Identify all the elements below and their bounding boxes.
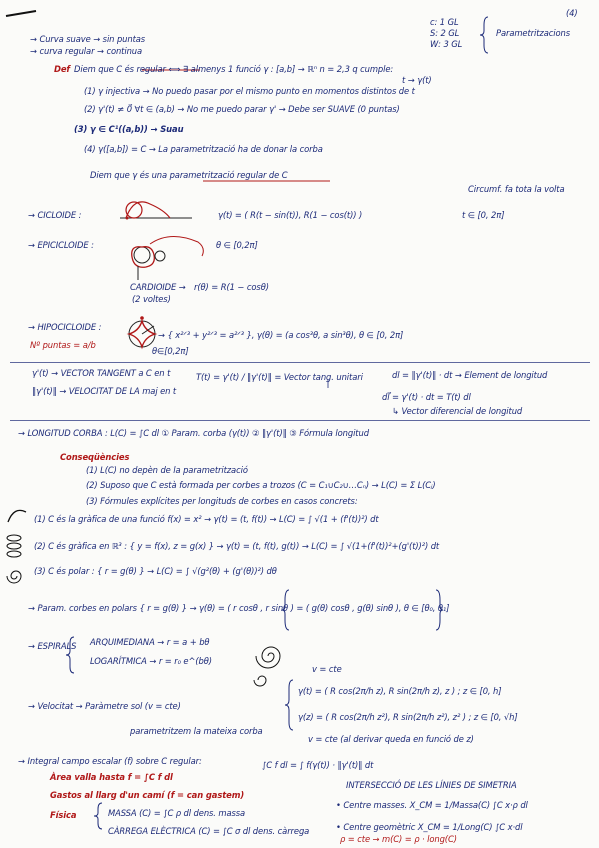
helix-2: γ(z) = ( R cos(2π/h z²), R sin(2π/h z²), z² ) ; z ∈ [0, √h] [298,712,518,722]
helix-1: γ(t) = ( R cos(2π/h z), R sin(2π/h z), z ) ; z ∈ [0, h] [298,686,502,696]
consequence-2: (2) Suposo que C està formada per corbes a trozos (C = C₁∪C₂∪…Cₙ) → L(C) = Σ L(Cⱼ) [86,480,436,490]
velocity-label: → Velocitat → Paràmetre sol (v = cte) [28,701,181,711]
cardioid-sub: (2 voltes) [132,294,171,304]
cost-c: c: 1 GL [430,17,459,27]
velocity-note: v = cte [312,664,342,674]
def-cond-1: (1) γ injectiva → No puedo pasar por el mismo punto en momentos distintos de t [84,86,415,96]
divider-2 [10,420,590,421]
mass-line: MASSA (C) = ∫C ρ dl dens. massa [108,808,246,818]
corner-dash [6,11,36,16]
symmetry-title: INTERSECCIÓ DE LES LÍNIES DE SIMETRIA [346,780,517,790]
spiral-log: LOGARÍTMICA → r = r₀ e^(bθ) [90,656,212,666]
center-mass: • Centre masses. X_CM = 1/Massa(C) ∫C x·ρ dl [336,800,528,810]
vector-diff-note: ↳ Vector diferencial de longitud [392,406,523,416]
expenses-line: Gastos al llarg d'un camí (f = can gastem) [50,790,245,800]
tangent-vector: γ'(t) → VECTOR TANGENT a C en t [32,368,171,378]
formula-graph: (1) C és la gràfica de una funció f(x) = x² → γ(t) = (t, f(t)) → L(C) = ∫ √(1 + (f'(t))²) dt [34,514,379,524]
epicycloid-domain: θ ∈ [0,2π] [216,240,258,250]
spiral-archimedean: ARQUIMEDIANA → r = a + bθ [90,637,210,647]
hypocycloid-note: Nº puntas = a/b [30,340,96,350]
graph-sketches [7,510,26,583]
page-number: (4) [566,8,578,18]
curve-length: → LONGITUD CORBA : L(C) = ∫C dl ① Param. corba (γ(t)) ② ‖γ'(t)‖ ③ Fórmula longitud [18,428,369,438]
def-sub: t → γ(t) [402,75,432,85]
consequences-tag: Conseqüències [60,452,130,462]
cycloid-label: → CICLOIDE : [28,210,82,220]
polar-param: → Param. corbes en polars { r = g(θ) } → γ(θ) = ( r cosθ , r sinθ ) = ( g(θ) cosθ , g(θ) sinθ ), θ ∈ [θ₀, θ₁] [28,603,450,613]
spirals-label: → ESPIRALS [28,641,77,651]
curve-smooth: → Curva suave → sin puntas [30,34,146,44]
spiral-sketch [254,647,280,686]
area-line: Àrea valla hasta f = ∫C f dl [50,772,173,782]
cycloid-eq: γ(t) = ( R(t − sin(t)), R(1 − cos(t)) ) [218,210,363,220]
physics-tag: Física [50,810,77,820]
scalar-integral-label: → Integral campo escalar (f) sobre C regular: [18,756,202,766]
hypocycloid-eq: → { x²ᐟ³ + y²ᐟ³ = a²ᐟ³ }, γ(θ) = (a cos³θ, a sin³θ), θ ∈ [0, 2π] [158,330,404,340]
param-brace [480,17,488,53]
param-label: Parametritzacions [496,28,570,38]
circ-note: Circumf. fa tota la volta [468,184,565,194]
cycloid-domain: t ∈ [0, 2π] [462,210,505,220]
def-cond-2: (2) γ'(t) ≠ 0⃗ ∀t ∈ (a,b) → No me puedo parar γ' → Debe ser SUAVE (0 puntas) [84,104,400,114]
hypocycloid-label: → HIPOCICLOIDE : [28,322,102,332]
epicycloid-label: → EPICICLOIDE : [28,240,94,250]
vector-length-element: dl⃗ = γ'(t) · dt = T(t) dl [382,392,471,402]
derivative-note: v = cte (al derivar queda en funció de z) [308,734,474,744]
velocity: ‖γ'(t)‖ → VELOCITAT DE LA maj en t [32,386,177,396]
divider-1 [10,362,590,363]
consequence-1: (1) L(C) no depèn de la parametrització [86,465,248,475]
cycloid-sketch [120,202,192,220]
def-line: Diem que C és regular ⟺ ∃ almenys 1 funció γ : [a,b] → ℝⁿ n = 2,3 q cumple: [74,64,394,74]
mass-density-note: ρ = cte → m(C) = ρ · long(C) [340,834,457,844]
def-tag: Def [54,64,70,74]
cardioid-label: CARDIOIDE → [130,282,186,292]
def-conclusion: Diem que γ és una parametrització regular de C [90,170,288,180]
center-geometric: • Centre geomètric X_CM = 1/Long(C) ∫C x·dl [336,822,523,832]
cost-w: W: 3 GL [430,39,463,49]
def-cond-3: (3) γ ∈ C¹((a,b)) → Suau [74,124,184,134]
epicycloid-sketch [132,236,204,280]
formula-graph-r3: (2) C és gràfica en ℝ³ : { y = f(x), z = g(x) } → γ(t) = (t, f(t), g(t)) → L(C) = ∫ √(1+(f'(t))²+(g'(t))²) dt [34,541,440,551]
formula-polar: (3) C és polar : { r = g(θ) } → L(C) = ∫ √(g²(θ) + (g'(θ))²) dθ [34,566,277,576]
hypocycloid-sketch [129,316,155,347]
def-cond-4: (4) γ([a,b]) = C → La parametrització ha de donar la corba [84,144,323,154]
length-element: dl = ‖γ'(t)‖ · dt → Element de longitud [392,370,548,380]
consequence-3: (3) Fórmules explícites per longituds de corbes en casos concrets: [86,496,358,506]
cost-s: S: 2 GL [430,28,460,38]
scalar-integral-eq: ∫C f dl = ∫ f(γ(t)) · ‖γ'(t)‖ dt [262,760,374,770]
curve-regular: → curva regular → continua [30,46,143,56]
cardioid-eq: r(θ) = R(1 − cosθ) [194,282,269,292]
charge-line: CÀRREGA ELÈCTRICA (C) = ∫C σ dl dens. càrrega [108,826,310,836]
same-curve-note: parametritzem la mateixa corba [130,726,263,736]
unit-tangent: T(t) = γ'(t) / ‖γ'(t)‖ = Vector tang. unitari [196,372,363,382]
hypocycloid-domain: θ∈[0,2π] [152,346,189,356]
